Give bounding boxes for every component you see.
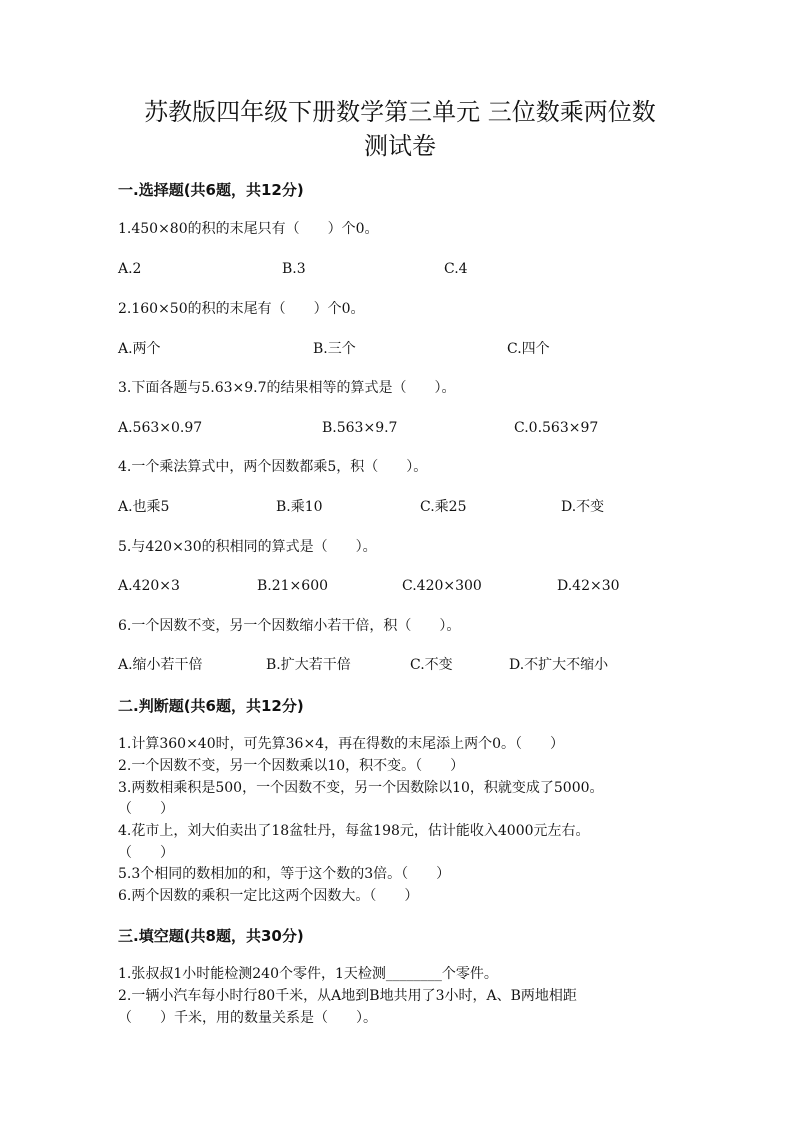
choice-q5-option-b: B.21×600	[257, 578, 329, 594]
choice-q1-option-a: A.2	[118, 261, 142, 277]
judge-question-3: 3.两数相乘积是500，一个因数不变，另一个因数除以10，积就变成了5000。	[118, 780, 604, 796]
choice-question-4: 4.一个乘法算式中，两个因数都乘5，积（ ）。	[118, 459, 428, 475]
choice-q5-option-a: A.420×3	[118, 578, 180, 594]
fill-question-1: 1.张叔叔1小时能检测240个零件，1天检测________个零件。	[118, 966, 498, 982]
judge-question-3-bracket: （ ）	[118, 801, 174, 817]
fill-question-2: 2.一辆小汽车每小时行80千米，从A地到B地共用了3小时，A、B两地相距	[118, 988, 577, 1004]
choice-q4-option-d: D.不变	[561, 499, 605, 515]
choice-q3-option-c: C.0.563×97	[514, 420, 599, 436]
choice-q2-option-c: C.四个	[507, 341, 550, 357]
choice-q3-option-a: A.563×0.97	[118, 420, 203, 436]
choice-q6-option-c: C.不变	[410, 657, 453, 673]
choice-question-2: 2.160×50的积的末尾有（ ）个0。	[118, 301, 365, 317]
judge-question-2: 2.一个因数不变，另一个因数乘以10，积不变。（ ）	[118, 758, 465, 774]
paper-title-line1: 苏教版四年级下册数学第三单元 三位数乘两位数	[144, 98, 656, 126]
judge-question-4: 4.花市上，刘大伯卖出了18盆牡丹，每盆198元，估计能收入4000元左右。	[118, 823, 590, 839]
choice-q5-option-d: D.42×30	[557, 578, 620, 594]
choice-question-6: 6.一个因数不变，另一个因数缩小若干倍，积（ ）。	[118, 618, 461, 634]
section-heading-true-false: 二.判断题(共6题，共12分)	[118, 697, 304, 715]
choice-q1-option-b: B.3	[282, 261, 306, 277]
choice-q3-option-b: B.563×9.7	[322, 420, 398, 436]
choice-q6-option-b: B.扩大若干倍	[266, 657, 351, 673]
judge-question-1: 1.计算360×40时，可先算36×4，再在得数的末尾添上两个0。（ ）	[118, 736, 564, 752]
judge-question-4-bracket: （ ）	[118, 845, 174, 861]
fill-question-2-continued: （ ）千米，用的数量关系是（ ）。	[118, 1010, 377, 1026]
judge-question-5: 5.3个相同的数相加的和，等于这个数的3倍。（ ）	[118, 866, 451, 882]
section-heading-choice: 一.选择题(共6题，共12分)	[118, 181, 304, 199]
choice-question-3: 3.下面各题与5.63×9.7的结果相等的算式是（ ）。	[118, 380, 456, 396]
choice-q2-option-a: A.两个	[118, 341, 161, 357]
choice-q4-option-b: B.乘10	[276, 499, 323, 515]
choice-q6-option-a: A.缩小若干倍	[118, 657, 203, 673]
choice-q4-option-c: C.乘25	[420, 499, 467, 515]
paper-title-line2: 测试卷	[364, 132, 436, 160]
choice-q5-option-c: C.420×300	[402, 578, 482, 594]
choice-q2-option-b: B.三个	[313, 341, 356, 357]
choice-question-5: 5.与420×30的积相同的算式是（ ）。	[118, 539, 377, 555]
choice-question-1: 1.450×80的积的末尾只有（ ）个0。	[118, 221, 379, 237]
choice-q4-option-a: A.也乘5	[118, 499, 170, 515]
judge-question-6: 6.两个因数的乘积一定比这两个因数大。（ ）	[118, 888, 419, 904]
choice-q6-option-d: D.不扩大不缩小	[509, 657, 609, 673]
choice-q1-option-c: C.4	[444, 261, 468, 277]
section-heading-fill-blank: 三.填空题(共8题，共30分)	[118, 927, 304, 945]
